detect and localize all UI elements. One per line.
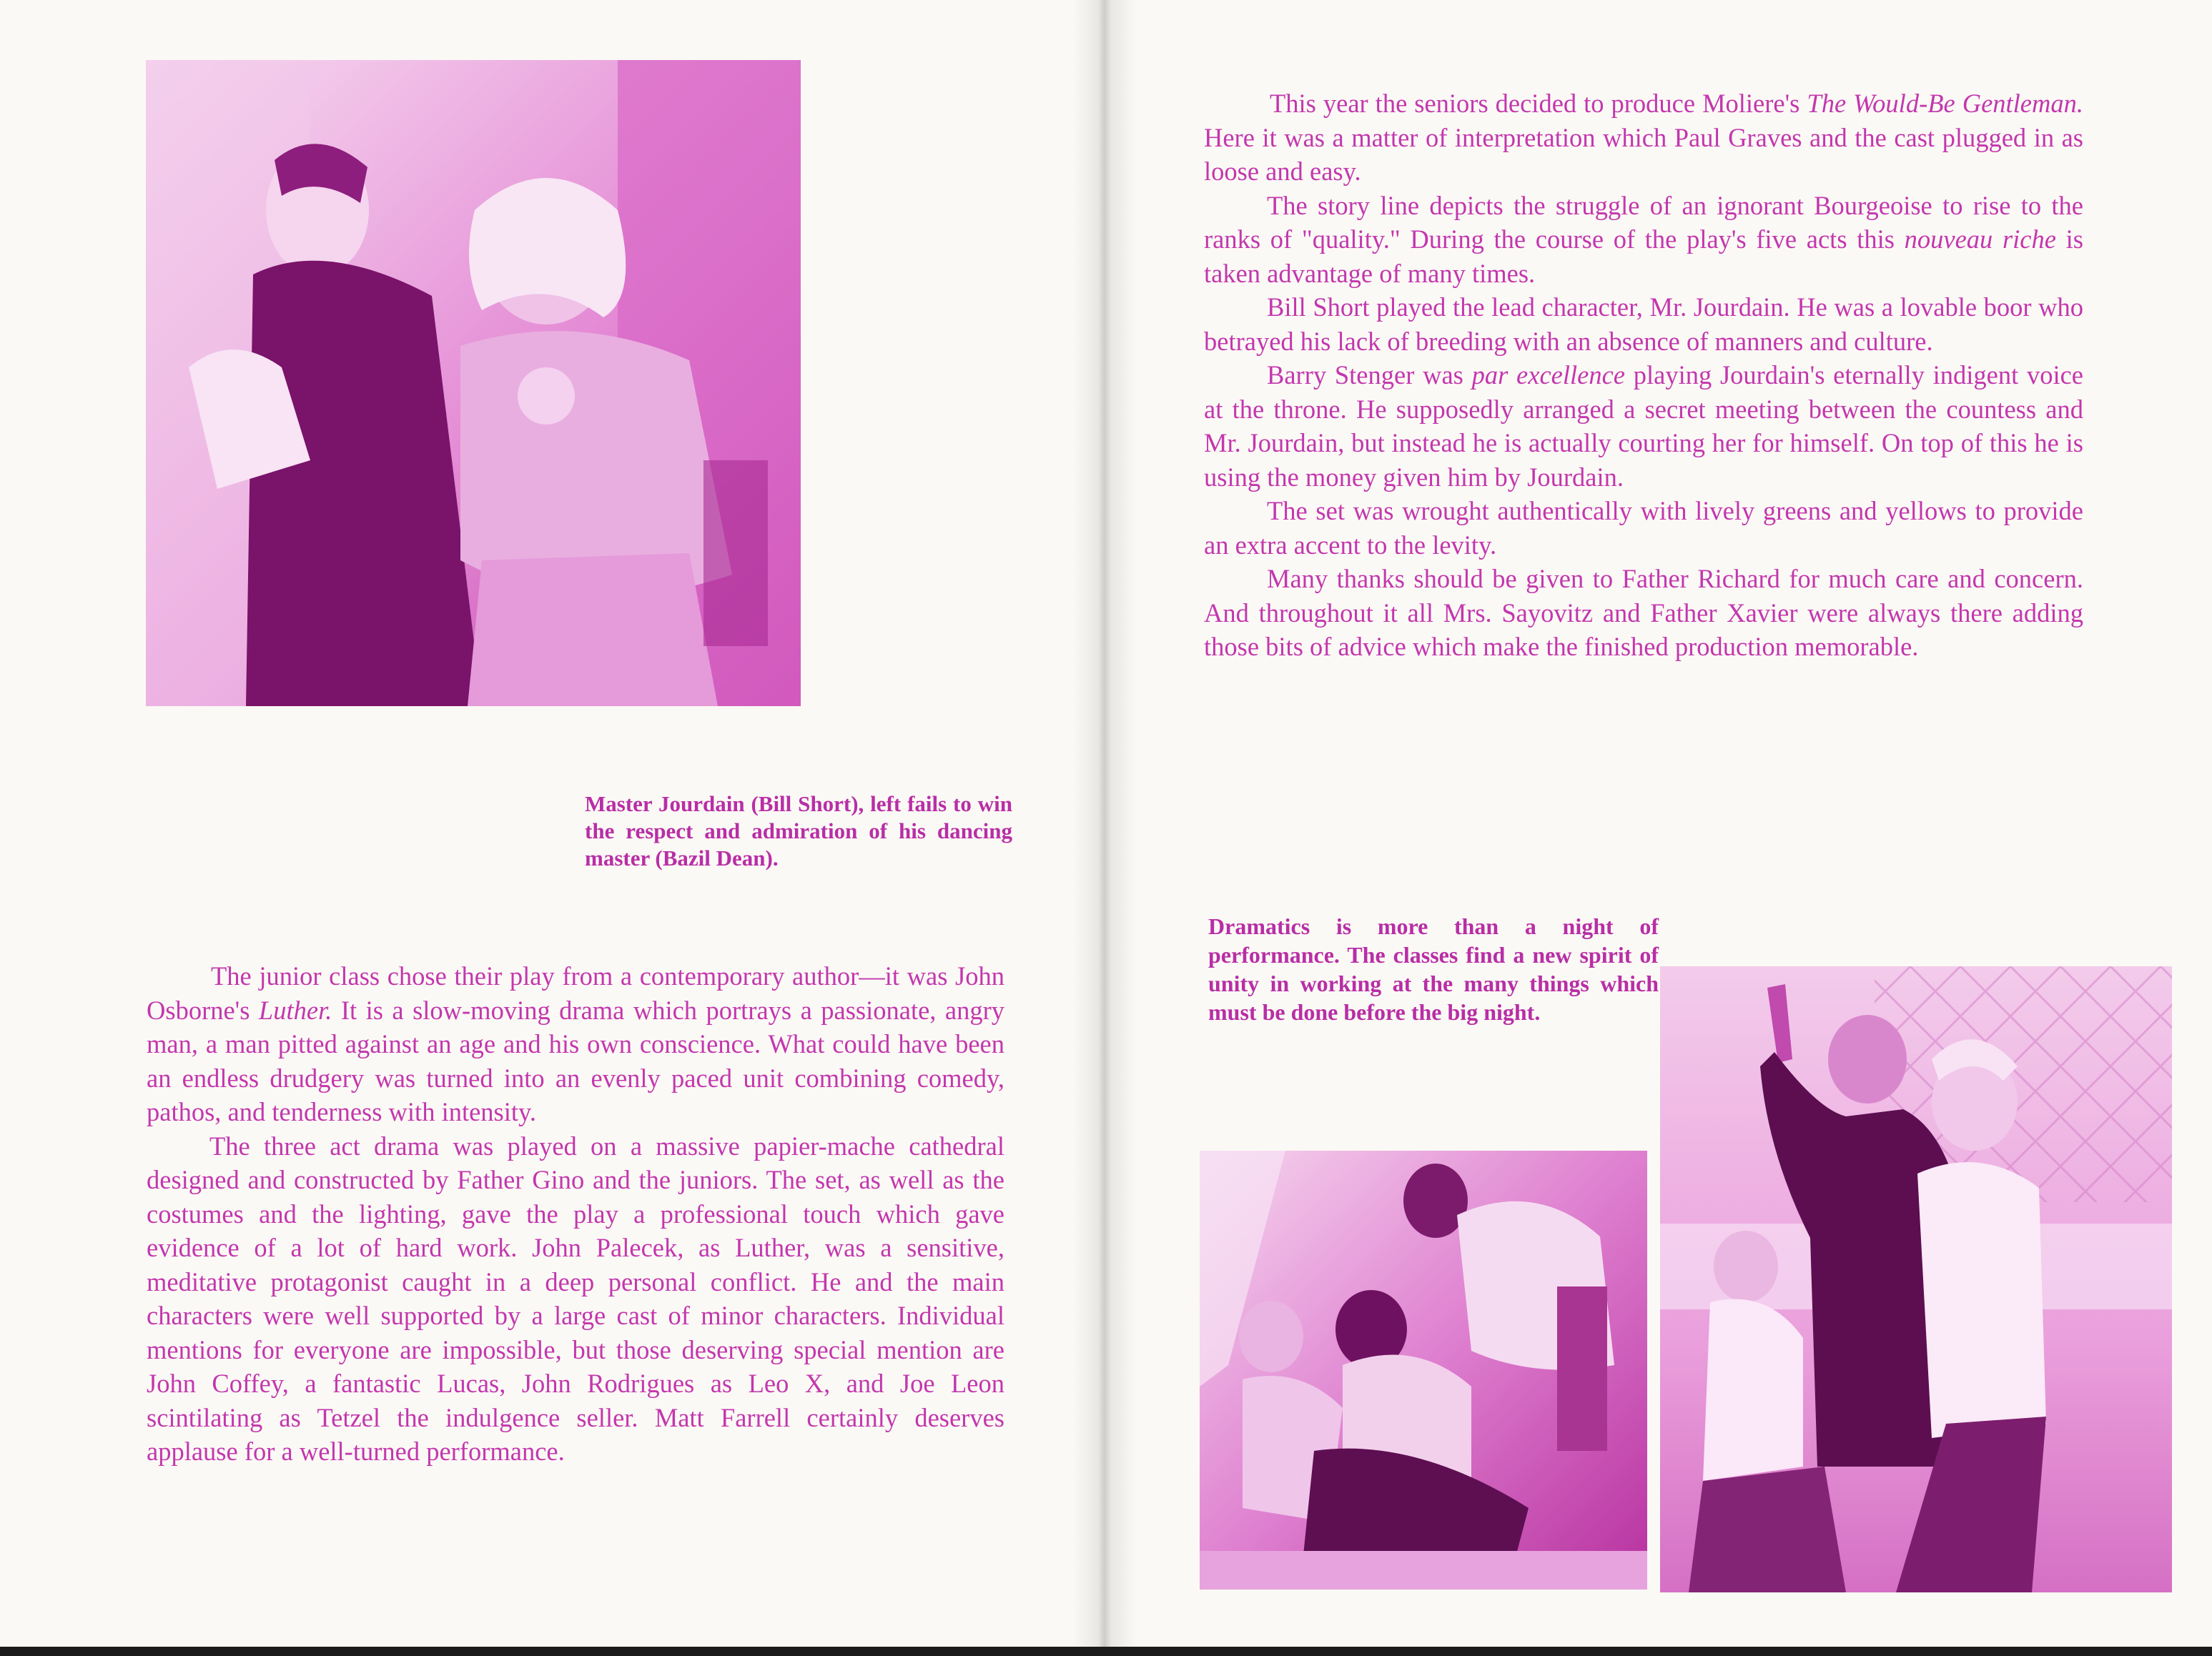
photo-students-working — [1200, 1151, 1647, 1590]
left-paragraph-2: The three act drama was played on a massive papier-mache cathedral designed and constructed by Father Gino and the juniors. The set, as well as the costumes and the lighting, gave the play a professional touch which gave evidence of a lot of hard work. John Palecek, as Luther, was a sensitive, meditative protagonist caught in a deep personal conflict. He and the main characters were well supported by a large cast of minor characters. Individual mentions for everyone are impossible, but those deserving special mention are John Coffey, a fantastic Lucas, John Rodrigues as Leo X, and Joe Leon scintilating as Tetzel the indulgence seller. Matt Farrell certainly deserves applause for a well-turned performance. — [147, 1131, 1004, 1466]
photo-jourdain-and-dancing-master — [146, 60, 801, 706]
right-article — [1204, 86, 2083, 664]
left-paragraph-1: The junior class chose their play from a contemporary author—it was John Osborne's Luther. It is a slow-moving drama which portrays a passionate, angry man, a man pitted against an age and his own conscience. What could have been an endless drudgery was turned into an evenly paced unit combining comedy, pathos, and tenderness with intensity. — [147, 961, 1004, 1126]
photo-caption-right: Dramatics is more than a night of performance. The classes find a new spirit of unity in working at the many things which must be done before the big night. — [1208, 913, 1659, 1025]
photo-priest-pointing — [1660, 966, 2172, 1592]
right-paragraph-2: The story line depicts the struggle of an ignorant Bourgeoise to rise to the ranks of "quality." During the course of the play's five acts this nouveau riche is taken advantage of many times. — [1204, 190, 2083, 288]
page-gutter — [1072, 0, 1137, 1647]
photo-priest-image — [1660, 966, 2172, 1592]
right-paragraph-4: Barry Stenger was par excellence playing Jourdain's eternally indigent voice at the throne. He supposedly arranged a secret meeting between the countess and Mr. Jourdain, but instead he is actually courting her for himself. On top of this he is using the money given him by Jourdain. — [1204, 360, 2083, 492]
photo-caption-left: Master Jourdain (Bill Short), left fails to win the respect and admiration of his dancing master (Bazil Dean). — [585, 791, 1012, 871]
left-page — [0, 0, 1098, 1647]
photo-jourdain-image — [146, 60, 801, 706]
right-paragraph-3: Bill Short played the lead character, Mr. Jourdain. He was a lovable boor who betrayed his lack of breeding with an absence of manners and culture. — [1204, 292, 2083, 356]
right-page — [1098, 0, 2212, 1647]
right-paragraph-6: Many thanks should be given to Father Richard for much care and concern. And throughout it all Mrs. Sayovitz and Father Xavier were always there adding those bits of advice which make the finished production memorable. — [1204, 564, 2083, 661]
left-article — [147, 959, 1004, 1469]
photo-students-image — [1200, 1151, 1647, 1590]
right-paragraph-5: The set was wrought authentically with lively greens and yellows to provide an extra accent to the levity. — [1204, 496, 2083, 560]
right-paragraph-1: This year the seniors decided to produce Moliere's The Would-Be Gentleman. Here it was a matter of interpretation which Paul Graves and the cast plugged in as loose and easy. — [1204, 89, 2083, 186]
